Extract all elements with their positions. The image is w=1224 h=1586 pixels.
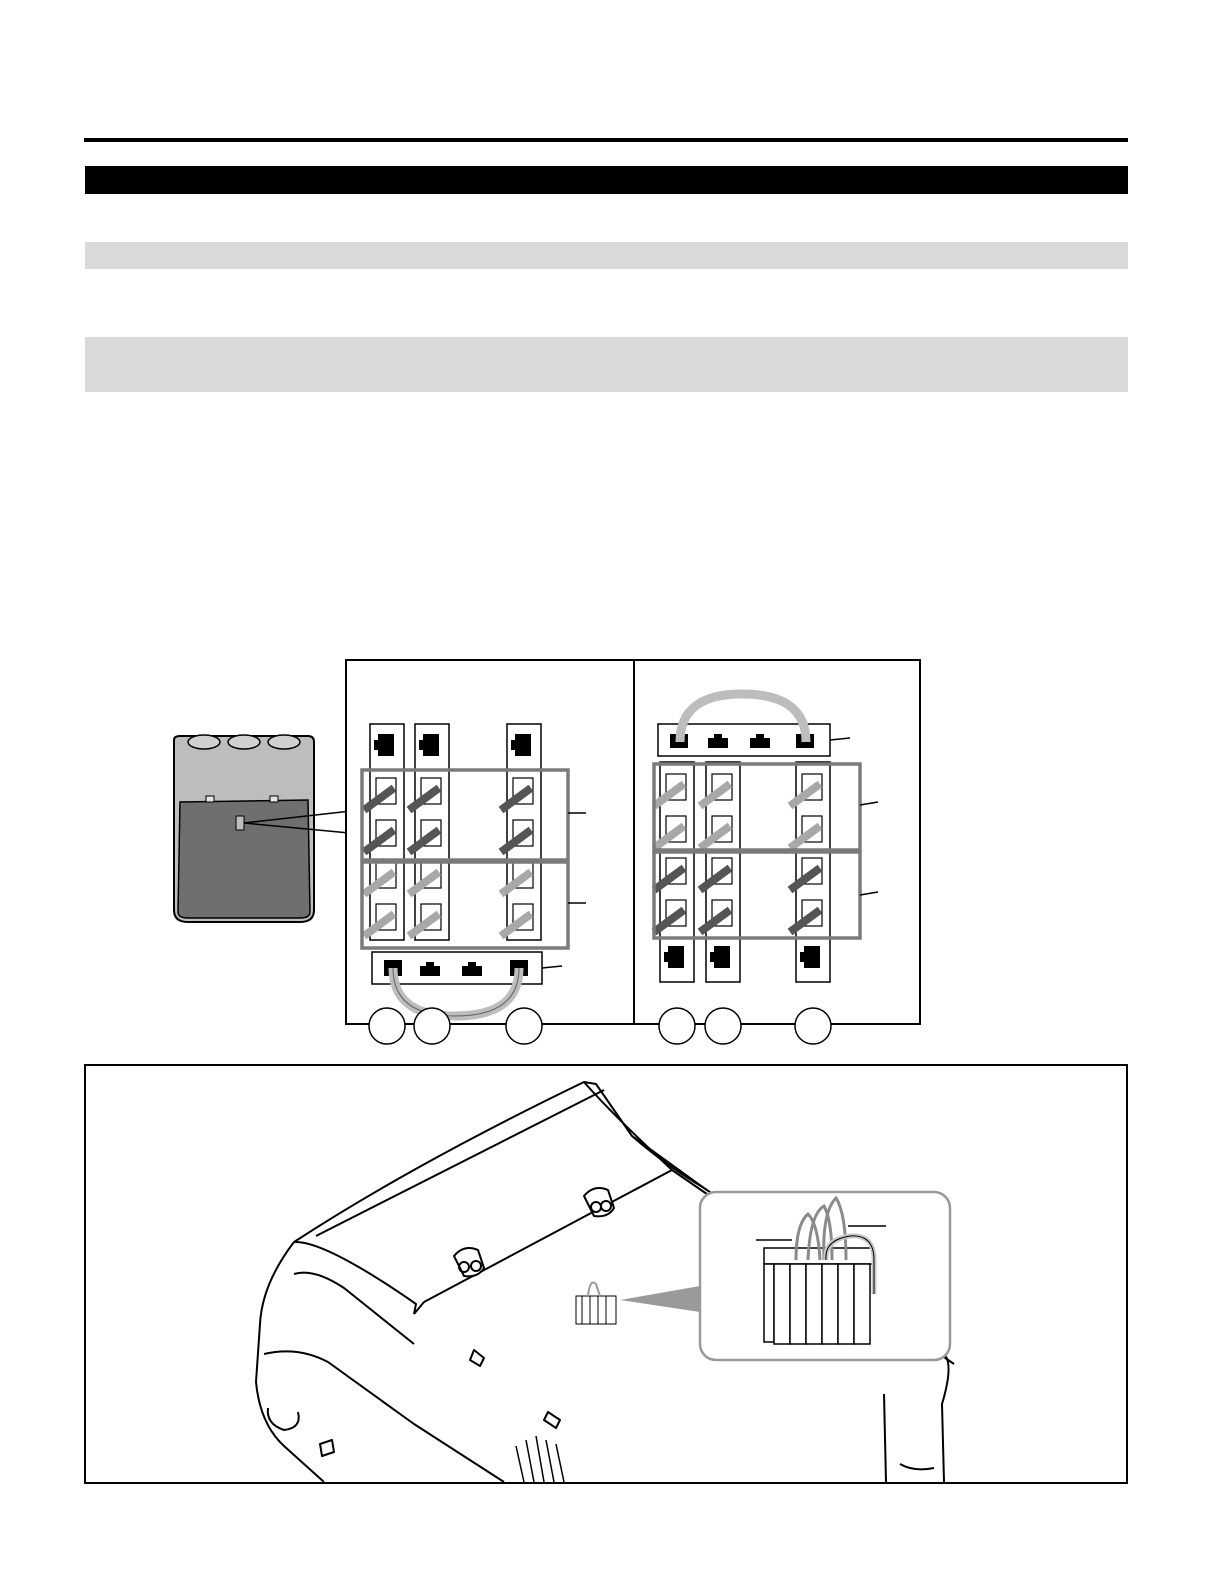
left-panel bbox=[346, 660, 634, 1044]
right-panel bbox=[634, 660, 920, 1044]
callout-circle bbox=[659, 1008, 695, 1044]
top-rule bbox=[84, 138, 1128, 142]
note-band bbox=[85, 337, 1128, 392]
connector-wiring-diagram bbox=[150, 650, 950, 1050]
projector-figure bbox=[84, 1064, 1128, 1484]
device-illustration bbox=[174, 735, 360, 922]
section-title-band bbox=[85, 166, 1128, 194]
callout-circle bbox=[795, 1008, 831, 1044]
subsection-band bbox=[85, 242, 1128, 269]
callout-circle bbox=[369, 1008, 405, 1044]
callout-circle bbox=[705, 1008, 741, 1044]
callout-circle bbox=[414, 1008, 450, 1044]
callout-circle bbox=[506, 1008, 542, 1044]
connector-detail-inset bbox=[700, 1192, 950, 1360]
